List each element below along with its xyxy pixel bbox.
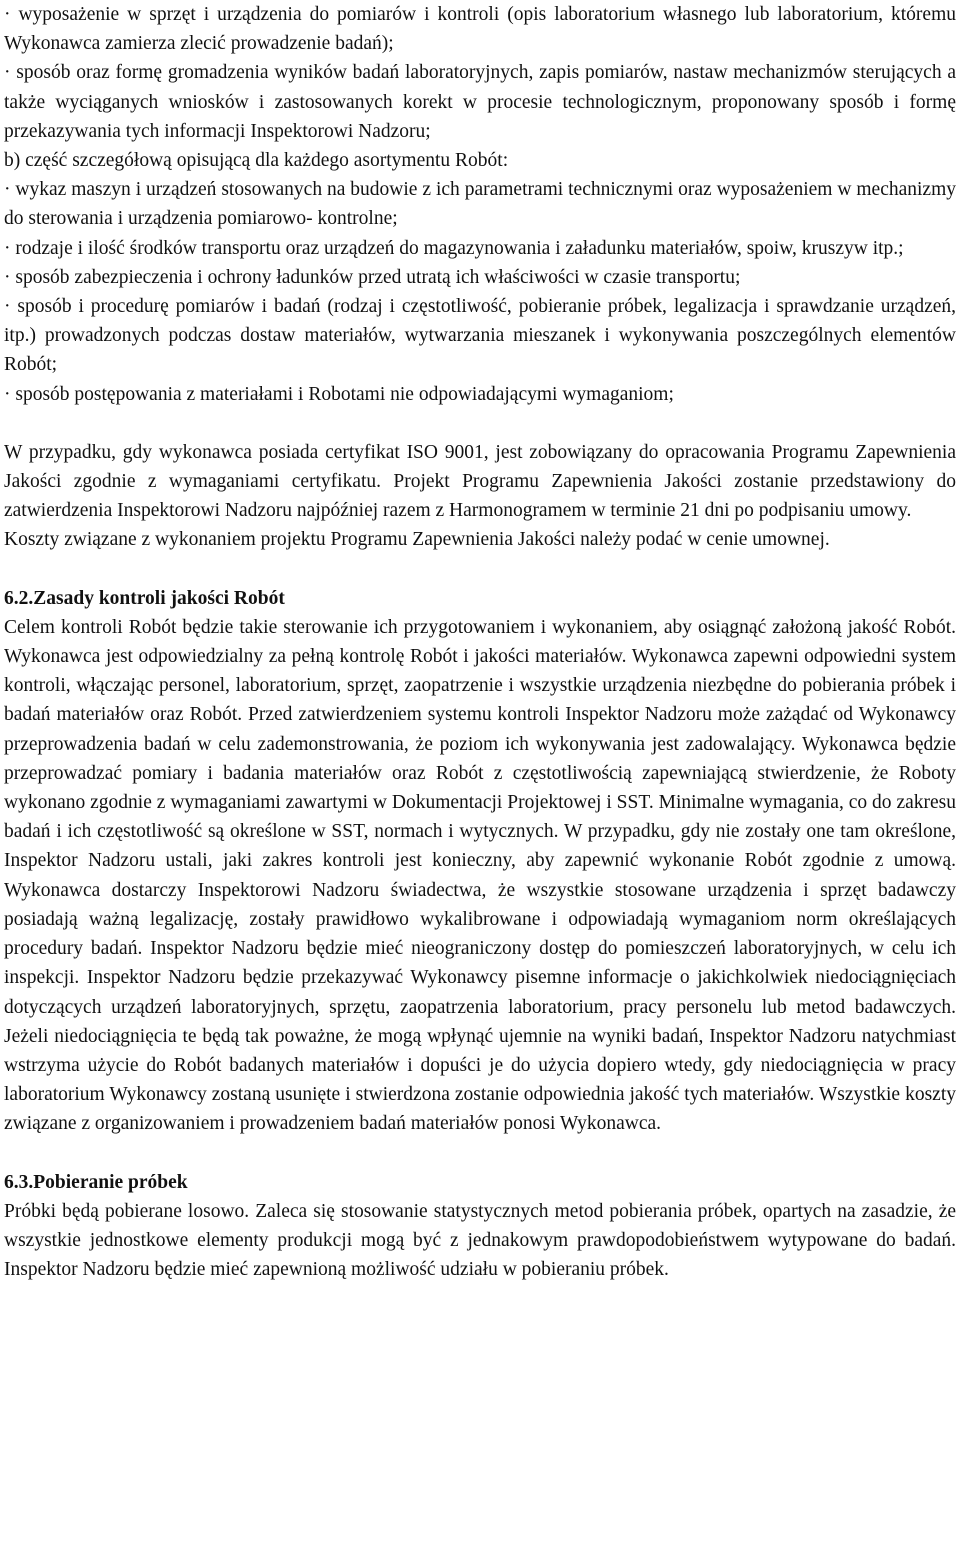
list-a-item-results-recording: · sposób oraz formę gromadzenia wyników badań laboratoryjnych, zapis pomiarów, nastaw mechanizmów sterujących a także wyciąganych wniosków i zastosowanych korekt w procesie technologicznym, proponowany sposób i formę przekazywania tych informacji Inspektorowi Nadzoru; bbox=[4, 62, 956, 142]
spacer bbox=[4, 1139, 956, 1168]
iso-paragraph: W przypadku, gdy wykonawca posiada certyfikat ISO 9001, jest zobowiązany do opracowania Programu Zapewnienia Jakości zgodnie z wymaganiami certyfikatu. Projekt Programu Zapewnienia Jakości zostanie przedstawiony do zatwierdzenia Inspektorowi Nadzoru najpóźniej razem z Harmonogramem w terminie 21 dni po podpisaniu umowy. bbox=[4, 441, 956, 522]
cost-paragraph: Koszty związane z wykonaniem projektu Programu Zapewnienia Jakości należy podać w cenie umownej. bbox=[4, 529, 830, 551]
spacer bbox=[4, 555, 956, 584]
section-heading-quality-control: 6.2.Zasady kontroli jakości Robót bbox=[4, 587, 285, 609]
part-b-item-measurement-procedure: · sposób i procedurę pomiarów i badań (rodzaj i częstotliwość, pobieranie próbek, legalizacja i sprawdzanie urządzeń, itp.) prowadzonych podczas dostaw materiałów, wytwarzania mieszanek i wykonywania poszczególnych elementów Robót; bbox=[4, 296, 956, 376]
section-heading-sampling: 6.3.Pobieranie próbek bbox=[4, 1171, 188, 1193]
part-b-item-cargo-protection: · sposób zabezpieczenia i ochrony ładunków przed utratą ich właściwości w czasie transportu; bbox=[4, 266, 741, 288]
part-b-item-nonconforming: · sposób postępowania z materiałami i Robotami nie odpowiadającymi wymaganiom; bbox=[4, 383, 674, 405]
part-b-title: b) część szczegółową opisującą dla każdego asortymentu Robót: bbox=[4, 150, 509, 172]
part-b-item-machines: · wykaz maszyn i urządzeń stosowanych na budowie z ich parametrami technicznymi oraz wyposażeniem w mechanizmy do sterowania i urządzenia pomiarowo- kontrolne; bbox=[4, 179, 956, 230]
list-a-item-equipment: · wyposażenie w sprzęt i urządzenia do pomiarów i kontroli (opis laboratorium własnego lub laboratorium, któremu Wykonawca zamierza zlecić prowadzenie badań); bbox=[4, 4, 956, 55]
section-body-sampling: Próbki będą pobierane losowo. Zaleca się stosowanie statystycznych metod pobierania próbek, opartych na zasadzie, że wszystkie jednostkowe elementy produkcji mogą być z jednakowym prawdopodobieństwem wytypowane do badań. Inspektor Nadzoru będzie mieć zapewnioną możliwość udziału w pobieraniu próbek. bbox=[4, 1200, 956, 1281]
spacer bbox=[4, 409, 956, 438]
part-b-item-transport: · rodzaje i ilość środków transportu oraz urządzeń do magazynowania i załadunku materiałów, spoiw, kruszyw itp.; bbox=[4, 237, 904, 259]
section-body-quality-control: Celem kontroli Robót będzie takie sterowanie ich przygotowaniem i wykonaniem, aby osiągnąć założoną jakość Robót. Wykonawca jest odpowiedzialny za pełną kontrolę Robót i jakości materiałów. Wykonawca zapewni odpowiedni system kontroli, włączając personel, laboratorium, sprzęt, zaopatrzenie i wszystkie urządzenia niezbędne do pobierania próbek i badań materiałów oraz Robót. Przed zatwierdzeniem systemu kontroli Inspektor Nadzoru może zażądać od Wykonawcy przeprowadzenia badań w celu zademonstrowania, że poziom ich wykonywania jest zadowalający. Wykonawca będzie przeprowadzać pomiary i badania materiałów oraz Robót z częstotliwością zapewniającą stwierdzenie, że Roboty wykonano zgodnie z wymaganiami zawartymi w Dokumentacji Projektowej i SST. Minimalne wymagania, co do zakresu badań i ich częstotliwość są określone w SST, normach i wytycznych. W przypadku, gdy nie zostały one tam określone, Inspektor Nadzoru ustali, jaki zakres kontroli jest konieczny, aby zapewnić wykonanie Robót zgodnie z umową. Wykonawca dostarczy Inspektorowi Nadzoru świadectwa, że wszystkie stosowane urządzenia i sprzęt badawczy posiadają ważną legalizację, zostały prawidłowo wykalibrowane i odpowiadają wymaganiom norm określających procedury badań. Inspektor Nadzoru będzie mieć nieograniczony dostęp do pomieszczeń laboratoryjnych, w celu ich inspekcji. Inspektor Nadzoru będzie przekazywać Wykonawcy pisemne informacje o jakichkolwiek niedociągnięciach dotyczących urządzeń laboratoryjnych, sprzętu, zaopatrzenia laboratorium, pracy personelu lub metod badawczych. Jeżeli niedociągnięcia te będą tak poważne, że mogą wpłynąć ujemnie na wyniki badań, Inspektor Nadzoru natychmiast wstrzyma użycie do Robót badanych materiałów i dopuści je do użycia dopiero wtedy, gdy niedociągnięcia w pracy laboratorium Wykonawcy zostaną usunięte i stwierdzona zostanie odpowiednia jakość tych materiałów. Wszystkie koszty związane z organizowaniem i prowadzeniem badań materiałów ponosi Wykonawca. bbox=[4, 616, 956, 1135]
